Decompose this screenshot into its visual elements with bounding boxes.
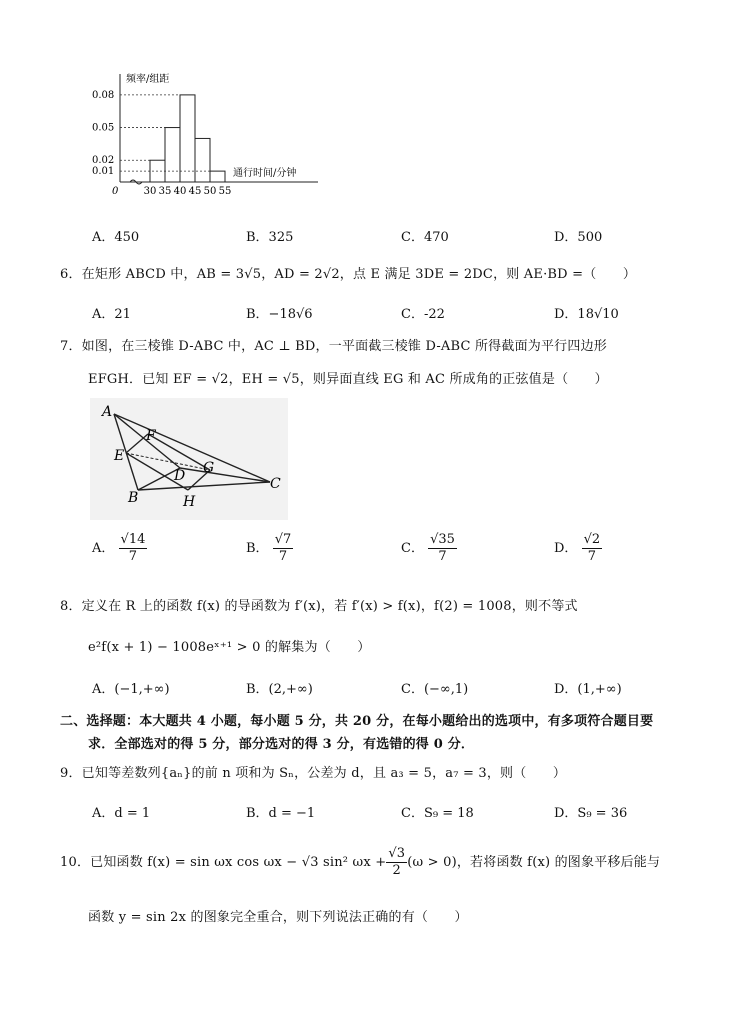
q10-fraction <box>386 846 407 879</box>
x-axis-title: 通行时间/分钟 <box>233 168 297 179</box>
q10-fraction-den: 2 <box>392 863 402 878</box>
q10-stem-line2: 函数 y = sin 2x 的图象完全重合，则下列说法正确的有（ ） <box>88 910 468 925</box>
q8-stem-line2: e²f(x + 1) − 1008eˣ⁺¹ > 0 的解集为（ ） <box>88 640 371 655</box>
q7-option-c <box>401 532 457 565</box>
x-tick-label: 50 <box>203 186 217 197</box>
tetrahedron-figure <box>90 398 288 520</box>
q7-option-a <box>92 532 147 565</box>
fig-label-a: A <box>102 404 113 420</box>
q7-option-c-num: √35 <box>430 532 455 547</box>
q10-stem-line1-pre: 10．已知函数 f(x) = sin ωx cos ωx − √3 sin² ωx + <box>60 855 387 870</box>
q9-option-d: D．S₉ = 36 <box>554 806 628 821</box>
q7-option-a-fraction <box>119 532 148 565</box>
q7-option-b-den: 7 <box>278 549 288 564</box>
x-tick-label: 35 <box>158 186 172 197</box>
origin-label: 0 <box>112 186 119 197</box>
y-tick-label: 0.01 <box>92 166 115 178</box>
y-tick-label: 0.02 <box>92 155 115 167</box>
fig-label-b: B <box>128 490 139 506</box>
q7-option-c-den: 7 <box>438 549 447 564</box>
x-tick-label: 40 <box>173 186 187 197</box>
fig-label-e: E <box>114 448 125 464</box>
q7-option-b <box>246 532 293 565</box>
q7-option-d-label: D． <box>554 541 578 556</box>
q7-option-b-num: √7 <box>274 532 292 547</box>
q7-option-a-den: 7 <box>128 549 138 564</box>
x-tick-label: 55 <box>218 186 232 197</box>
q7-stem-line1: 7．如图，在三棱锥 D-ABC 中，AC ⊥ BD，一平面截三棱锥 D-ABC 所得截面为平行四边形 <box>60 339 607 354</box>
histogram-chart <box>88 70 328 215</box>
q7-option-d-num: √2 <box>583 532 601 547</box>
q7-option-c-label: C． <box>401 541 424 556</box>
q9-option-a: A．d = 1 <box>92 806 151 821</box>
q6-option-a: A．21 <box>92 307 131 322</box>
q7-option-b-fraction <box>273 532 294 565</box>
q8-stem-line1: 8．定义在 R 上的函数 f(x) 的导函数为 f′(x)，若 f′(x) > f(x)，f(2) = 1008，则不等式 <box>60 599 578 614</box>
q7-stem-line2: EFGH．已知 EF = √2，EH = √5，则异面直线 EG 和 AC 所成角的正弦值是（ ） <box>88 372 608 387</box>
q7-option-a-label: A． <box>92 541 115 556</box>
fig-label-d: D <box>174 468 186 484</box>
x-tick-label: 30 <box>143 186 157 197</box>
q5-option-d: D．500 <box>554 230 603 245</box>
fig-label-f: F <box>146 428 156 444</box>
q7-option-b-label: B． <box>246 541 269 556</box>
x-tick-label: 45 <box>188 186 202 197</box>
fig-label-g: G <box>203 460 215 476</box>
q6-stem: 6．在矩形 ABCD 中，AB = 3√5，AD = 2√2，点 E 满足 3DE = 2DC，则 AE·BD =（ ） <box>60 267 637 282</box>
q6-option-b: B．−18√6 <box>246 307 313 322</box>
q8-option-a: A．(−1,+∞) <box>92 682 170 697</box>
q5-option-a: A．450 <box>92 230 140 245</box>
q6-option-d: D．18√10 <box>554 307 619 322</box>
y-axis-title: 频率/组距 <box>126 74 170 85</box>
q9-option-b: B．d = −1 <box>246 806 316 821</box>
y-tick-label: 0.08 <box>92 89 115 101</box>
q9-option-c: C．S₉ = 18 <box>401 806 474 821</box>
section-2-heading-line2: 求．全部选对的得 5 分，部分选对的得 3 分，有选错的得 0 分． <box>88 737 475 752</box>
fig-label-c: C <box>270 476 281 492</box>
q10-fraction-num: √3 <box>388 846 406 861</box>
q9-stem: 9．已知等差数列{aₙ}的前 n 项和为 Sₙ，公差为 d，且 a₃ = 5，a₇ = 3，则（ ） <box>60 766 567 781</box>
q7-option-d-fraction <box>582 532 603 565</box>
q7-option-d-den: 7 <box>587 549 596 564</box>
section-2-heading-line1: 二、选择题：本大题共 4 小题，每小题 5 分，共 20 分，在每小题给出的选项中，有多项符合题目要 <box>60 714 654 729</box>
q7-option-d <box>554 532 602 565</box>
q10-stem-line1 <box>60 846 660 879</box>
q8-option-d: D．(1,+∞) <box>554 682 622 697</box>
fig-label-h: H <box>183 494 196 510</box>
q5-option-c: C．470 <box>401 230 449 245</box>
q6-option-c: C．-22 <box>401 307 445 322</box>
q7-option-a-num: √14 <box>120 532 146 547</box>
q8-option-b: B．(2,+∞) <box>246 682 313 697</box>
q7-option-c-fraction <box>428 532 457 565</box>
q10-stem-line1-post: (ω > 0)，若将函数 f(x) 的图象平移后能与 <box>407 855 661 870</box>
q8-option-c: C．(−∞,1) <box>401 682 469 697</box>
y-tick-label: 0.05 <box>92 122 115 134</box>
q5-option-b: B．325 <box>246 230 294 245</box>
